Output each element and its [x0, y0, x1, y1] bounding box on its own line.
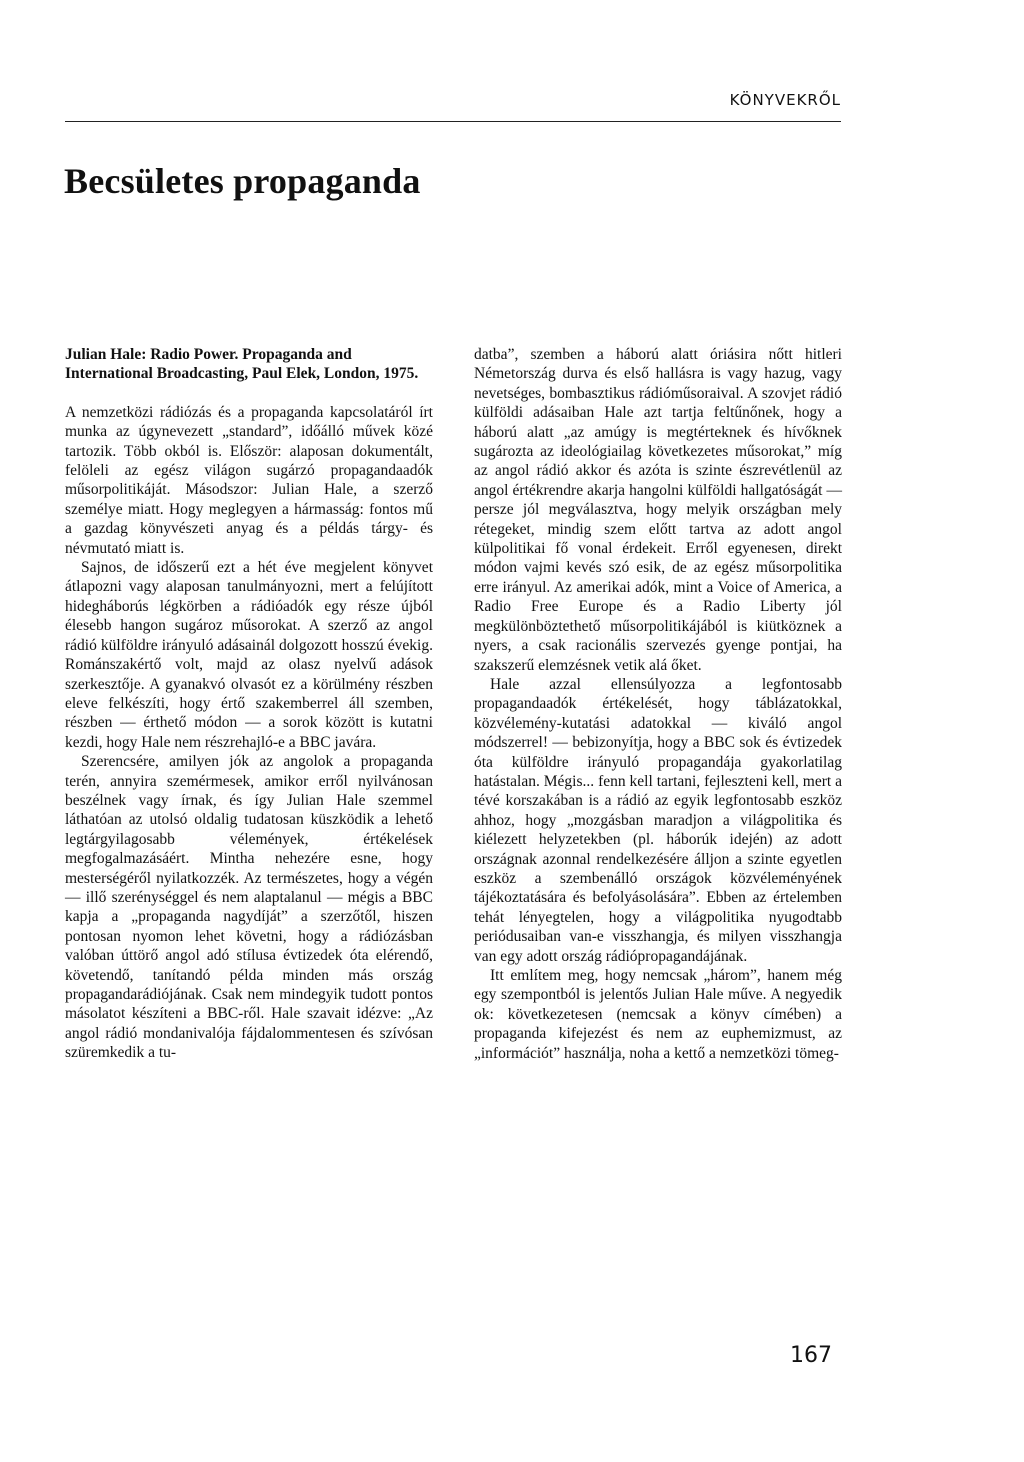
article-title: Becsületes propaganda	[64, 161, 421, 201]
page-number: 167	[790, 1343, 832, 1368]
header-rule	[65, 121, 841, 122]
section-label: KÖNYVEKRŐL	[729, 91, 841, 109]
paragraph: datba”, szemben a háború alatt óriásira nőtt hitleri Németország durva és első hallásra is vagy hazug, vagy nevetséges, bombasztikus rádióműsoraival. A szovjet rádió külföldi adásaiban Hale azt tartja feltűnőnek, hogy a háború alatt „az amúgy is megtérteknek és hívőknek sugározta az ideológiailag következetes műsorokat,” míg az angol rádió akkor és azóta is szinte észrevétlenül az angol értékrendre akarja hangolni külföldi hallgatóságát — persze jól megválasztva, hogy melyik országban mely rétegeket, mindig szem előtt tartva az adott angol külpolitikai fő vonal érdekeit. Erről egyenesen, direkt módon vajmi kevés szó esik, de az egész műsorpolitika erre irányul. Az amerikai adók, mint a Voice of America, a Radio Free Europe és a Radio Liberty jól megkülönböztethető műsorpolitikájából is kiütköznek a nyers, a csak racionális szervezés gyenge pontjai, ha szakszerű elemzésnek vetik alá őket.	[474, 346, 842, 674]
paragraph: Hale azzal ellensúlyozza a legfontosabb propagandaadók értékelését, hogy táblázatokkal, közvélemény-kutatási adatokkal — kiváló angol módszerrel! — bebizonyítja, hogy a BBC sok és évtizedek óta külföldre irányuló propagandája gyakorlatilag hatástalan. Mégis... fenn kell tartani, fejleszteni kell, mert a tévé korszakában is a rádió az egyik legfontosabb eszköz ahhoz, hogy „mozgásban maradjon a világpolitika és kiélezett helyzetekben (pl. háborúk idején) az adott országnak azonnal rendelkezésére álljon a szinte egyetlen eszköz a szembenálló országok közvéleményének tájékoztatására és befolyásolására”. Ebben az értelemben tehát lényegtelen, hogy a világpolitika nyugodtabb periódusaiban van-e visszhangja, és milyen visszhangja van egy adott ország rádiópropagandájának.	[474, 675, 842, 965]
left-column	[65, 345, 433, 1063]
right-column	[474, 345, 842, 1063]
paragraph: A nemzetközi rádiózás és a propaganda kapcsolatáról írt munka az úgynevezett „standard”, időálló művek közé tartozik. Több okból is. Először: alaposan dokumentált, felöleli az egész világon sugárzó propagandaadók műsorpolitikáját. Másodszor: Julian Hale, a szerző személye miatt. Hogy meglegyen a hármasság: fontos mű a gazdag könyvészeti anyag és a példás tárgy- és névmutató miatt is.	[65, 403, 433, 557]
paragraph: Itt említem meg, hogy nemcsak „három”, hanem még egy szempontból is jelentős Julian Hale műve. A negyedik ok: következetesen (nemcsak a könyv címében) a propaganda kifejezést és nem az euphemizmust, az „információt” használja, noha a kettő a nemzetközi tömeg-	[474, 967, 842, 1062]
paragraph: Szerencsére, amilyen jók az angolok a propaganda terén, annyira szemérmesek, amikor erről nyilvánosan beszélnek vagy írnak, és így Julian Hale szemmel láthatóan az utolsó oldalig tudatosan küszködik a lehető legtárgyilagosabb vélemények, értékelések megfogalmazásáért. Mintha nehezére esne, hogy mesterségéről nyilatkozzék. Az természetes, hogy a végén — illő szerénységgel és nem alaptalanul — mégis a BBC kapja a „propaganda nagydíját” a szerzőtől, hiszen pontosan nyomon lehet követni, hogy a rádiózásban valóban úttörő angol adó stílusa évtizedek óta elérendő, követendő, tanítandó példa minden más ország propagandarádiójának. Csak nem mindegyik tudott pontos másolatot készíteni a BBC-ről. Hale szavait idézve: „Az angol rádió mondanivalója fájdalommentesen és szívósan szüremkedik a tu-	[65, 753, 433, 1062]
bibliography: Julian Hale: Radio Power. Propaganda and International Broadcasting, Paul Elek, London, 1975.	[65, 346, 419, 383]
paragraph: Sajnos, de időszerű ezt a hét éve megjelent könyvet átlapozni vagy alaposan tanulmányozni, mert a felújított hidegháborús légkörben a rádióadók egy része újból élesebb hangon sugároz műsorokat. A szerző az angol rádió külföldre irányuló adásainál dolgozott hosszú évekig. Románszakértő volt, majd az olasz nyelvű adások szerkesztője. A gyanakvó olvasót ez a körülmény részben eleve felkészíti, hogy értő szakemberrel áll szemben, részben — érthető módon — a sorok között is kutatni kezdi, hogy Hale nem részrehajló-e a BBC javára.	[65, 559, 433, 751]
